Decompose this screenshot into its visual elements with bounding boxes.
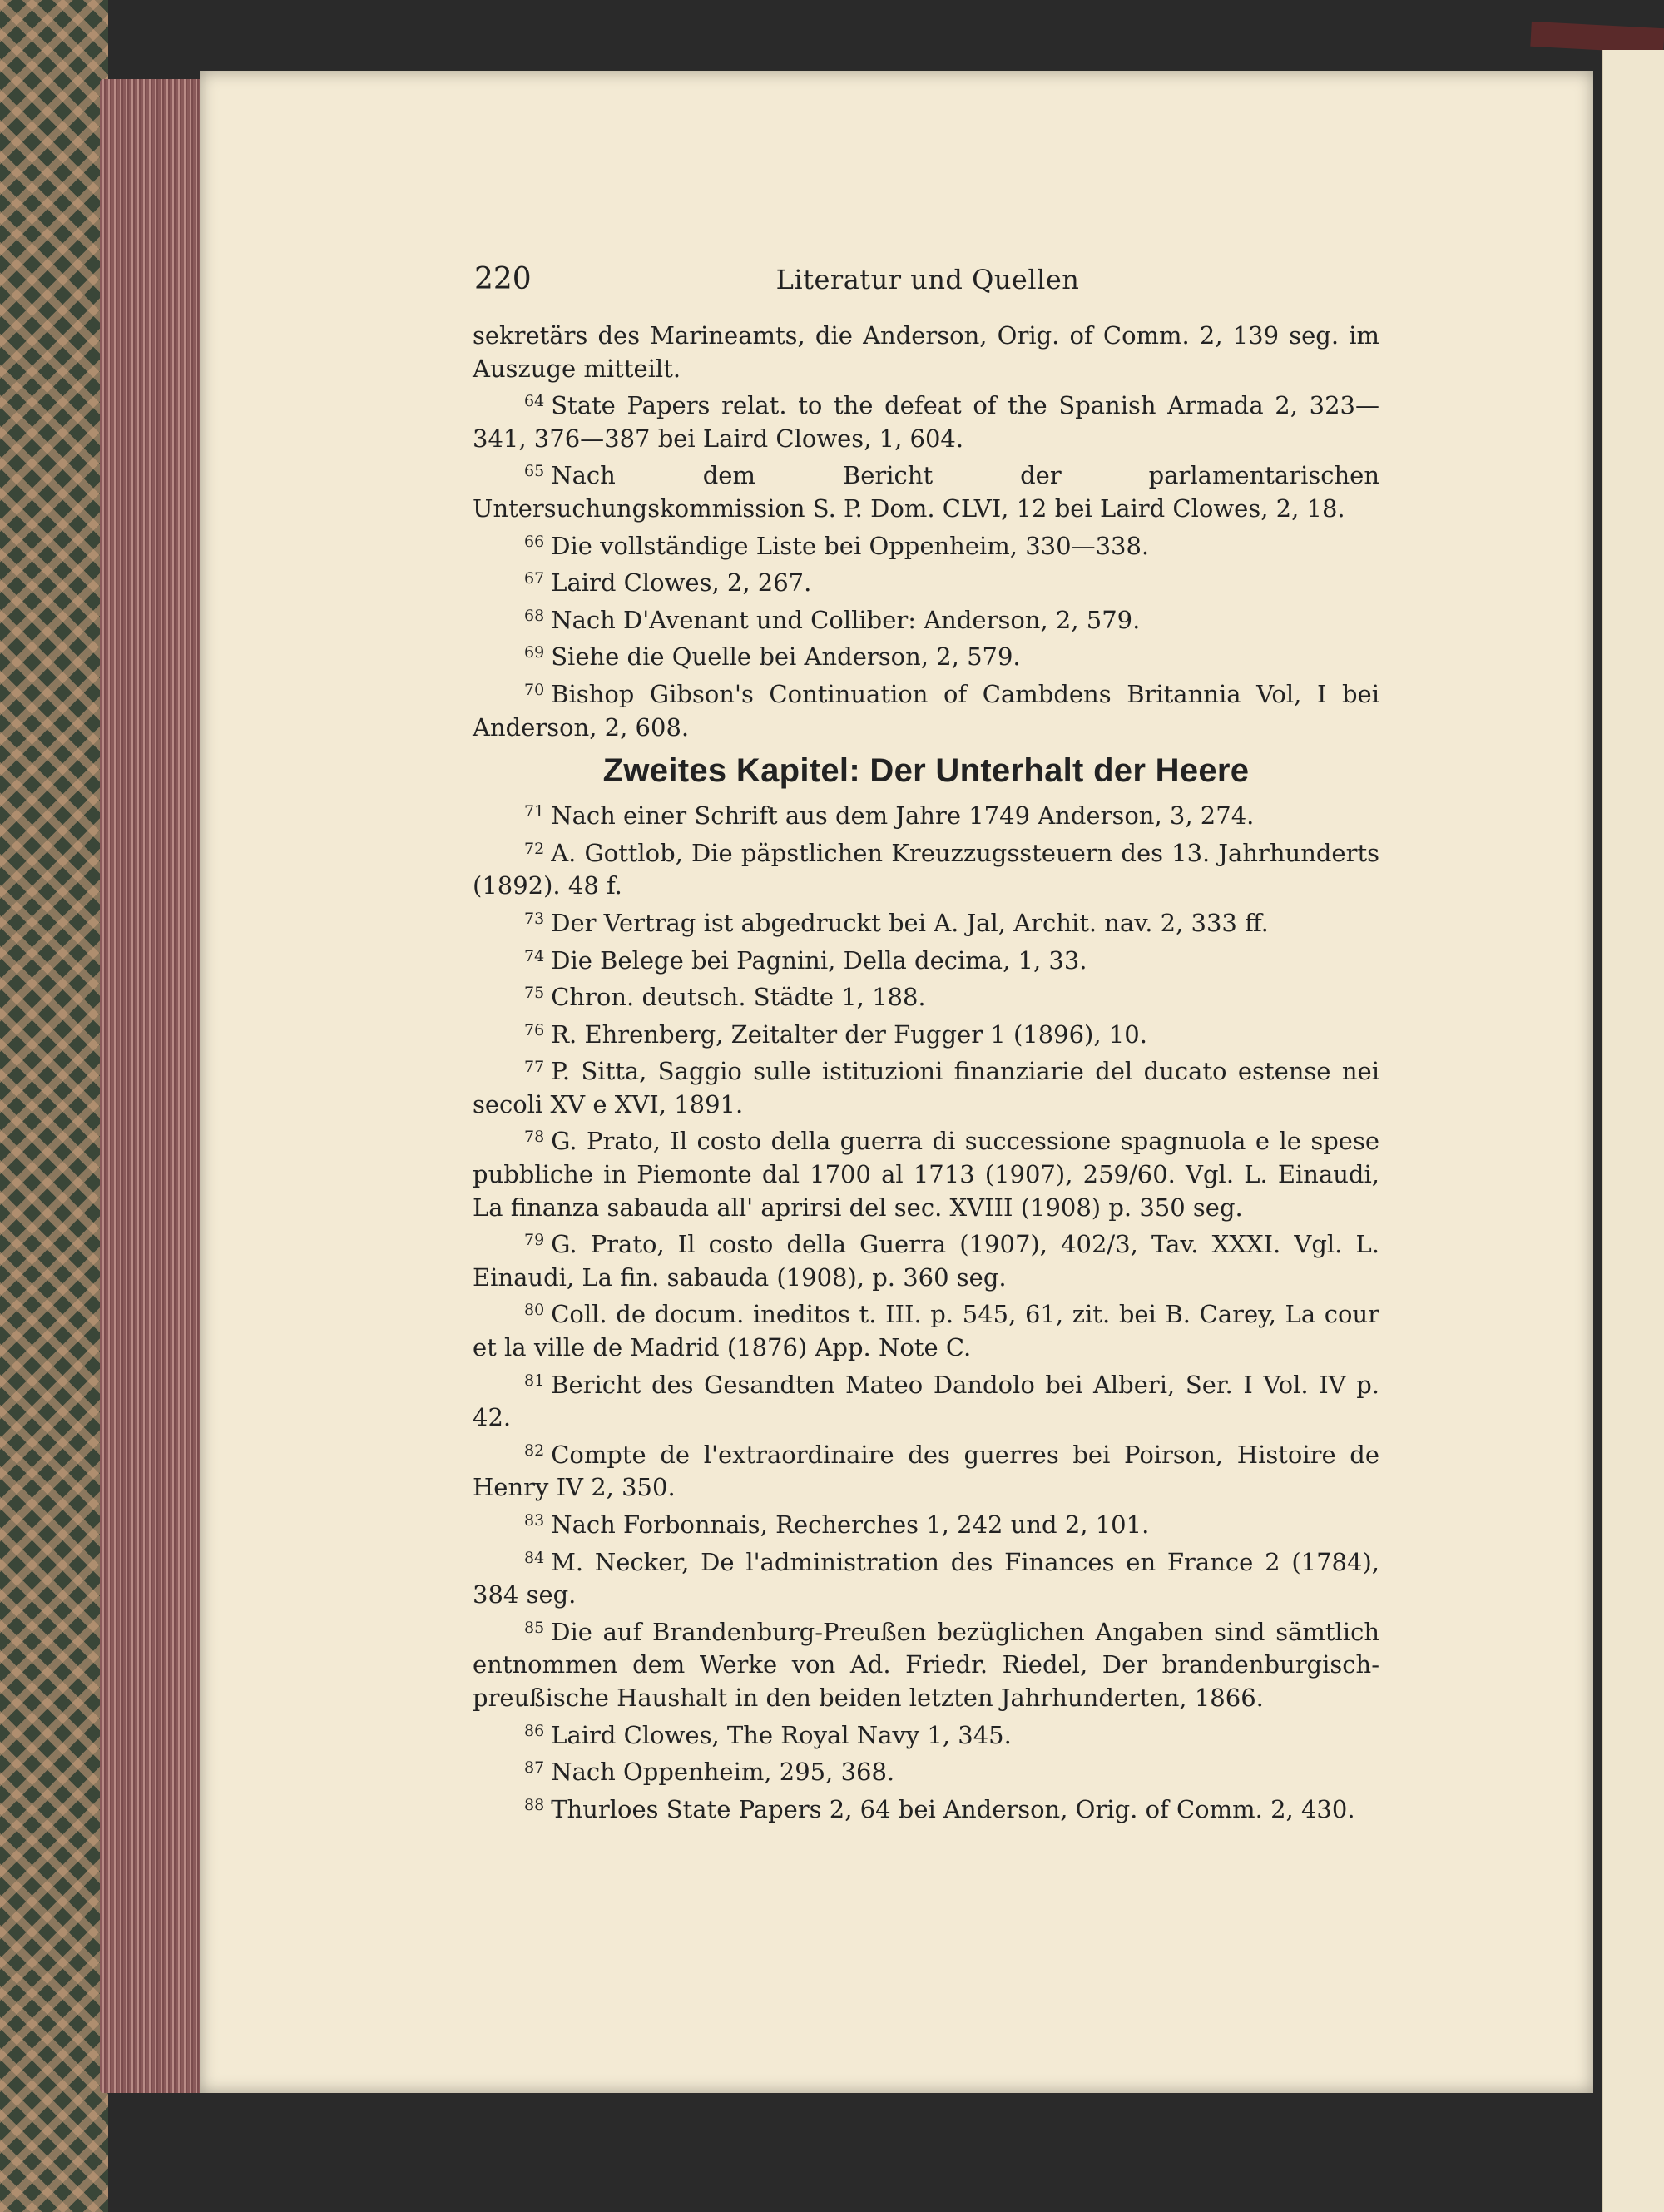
page-number: 220 <box>474 262 532 296</box>
footnote <box>473 1294 1379 1364</box>
footnote-number: 67 <box>524 569 545 588</box>
footnote-text: Nach Forbonnais, Recherches 1, 242 und 2, 101. <box>551 1510 1150 1539</box>
footnote-text: Compte de l'extraordinaire des guerres bei Poirson, Histoire de Henry IV 2, 350. <box>473 1440 1379 1502</box>
footnote-number: 70 <box>524 680 545 699</box>
footnote-number: 86 <box>524 1721 545 1740</box>
footnote-text: Chron. deutsch. Städte 1, 188. <box>551 983 926 1012</box>
footnote-list-before <box>473 385 1379 744</box>
footnote-text: G. Prato, Il costo della guerra di successione spagnuola e le spese pubbliche in Piemonte dal 1700 al 1713 (1907), 259/60. Vgl. L. Einaudi, La finanza sabauda all' aprirsi del sec. XVIII (1908) p. 350 seg. <box>473 1127 1379 1222</box>
footnote <box>473 796 1379 833</box>
footnote <box>473 1715 1379 1753</box>
footnote-number: 65 <box>524 462 545 481</box>
footnote-list-after <box>473 796 1379 1826</box>
footnote-text: P. Sitta, Saggio sulle istituzioni finanziarie del ducato estense nei secoli XV e XVI, 1891. <box>473 1057 1379 1118</box>
footnote-number: 69 <box>524 643 545 662</box>
page-edges <box>100 79 208 2093</box>
footnote-number: 80 <box>524 1301 545 1320</box>
footnote <box>473 1051 1379 1121</box>
footnote-text: State Papers relat. to the defeat of the Spanish Armada 2, 323—341, 376—387 bei Laird Clowes, 1, 604. <box>473 391 1379 453</box>
footnote <box>473 1121 1379 1224</box>
facing-page-edge <box>1602 50 1664 2212</box>
footnote-number: 75 <box>524 984 545 1003</box>
footnote <box>473 1612 1379 1715</box>
footnote <box>473 455 1379 525</box>
footnote <box>473 1752 1379 1789</box>
footnote <box>473 674 1379 744</box>
continued-footnote: sekretärs des Marineamts, die Anderson, Orig. of Comm. 2, 139 seg. im Auszuge mitteilt. <box>473 321 1379 383</box>
running-title: Literatur und Quellen <box>775 264 1080 295</box>
chapter-heading: Zweites Kapitel: Der Unterhalt der Heere <box>602 752 1250 790</box>
footnote-text: Nach dem Bericht der parlamentarischen Untersuchungskommission S. P. Dom. CLVI, 12 bei Laird Clowes, 2, 18. <box>473 461 1379 523</box>
footnote-number: 68 <box>524 606 545 625</box>
footnote-text: Die Belege bei Pagnini, Della decima, 1, 33. <box>551 945 1087 975</box>
footnote-number: 64 <box>524 392 545 411</box>
footnote-number: 79 <box>524 1231 545 1250</box>
footnote <box>473 977 1379 1014</box>
footnote-text: Nach D'Avenant und Colliber: Anderson, 2, 579. <box>551 605 1141 634</box>
footnote-number: 66 <box>524 532 545 551</box>
footnote-text: Siehe die Quelle bei Anderson, 2, 579. <box>551 642 1021 672</box>
footnote-number: 78 <box>524 1128 545 1147</box>
footnote <box>473 526 1379 563</box>
footnote <box>473 637 1379 674</box>
footnote-text: Die vollständige Liste bei Oppenheim, 330—338. <box>551 531 1150 560</box>
footnote-number: 73 <box>524 909 545 928</box>
footnote-text: Der Vertrag ist abgedruckt bei A. Jal, Archit. nav. 2, 333 ff. <box>551 908 1269 937</box>
footnote-text: R. Ehrenberg, Zeitalter der Fugger 1 (1896), 10. <box>551 1019 1147 1049</box>
footnote <box>473 833 1379 903</box>
footnote-text: Thurloes State Papers 2, 64 bei Anderson, Orig. of Comm. 2, 430. <box>551 1794 1355 1823</box>
bookmark-ribbon <box>1530 22 1664 53</box>
footnote-text: Laird Clowes, The Royal Navy 1, 345. <box>551 1720 1012 1749</box>
footnote <box>473 1542 1379 1612</box>
footnote-number: 71 <box>524 802 545 821</box>
footnote-text: Coll. de docum. ineditos t. III. p. 545, 61, zit. bei B. Carey, La cour et la ville de Madrid (1876) App. Note C. <box>473 1300 1379 1362</box>
footnote <box>473 1224 1379 1294</box>
footnote <box>473 903 1379 940</box>
footnote <box>473 1435 1379 1505</box>
footnote <box>473 940 1379 978</box>
footnote-number: 83 <box>524 1511 545 1530</box>
footnote-text: Nach Oppenheim, 295, 368. <box>551 1758 895 1787</box>
footnote-text: Bericht des Gesandten Mateo Dandolo bei Alberi, Ser. I Vol. IV p. 42. <box>473 1370 1379 1432</box>
footnote-text: Bishop Gibson's Continuation of Cambdens Britannia Vol, I bei Anderson, 2, 608. <box>473 679 1379 741</box>
footnote-text: Laird Clowes, 2, 267. <box>551 568 812 598</box>
footnote-number: 81 <box>524 1371 545 1390</box>
footnote <box>473 600 1379 637</box>
footnote <box>473 563 1379 600</box>
footnote-text: M. Necker, De l'administration des Finances en France 2 (1784), 384 seg. <box>473 1547 1379 1609</box>
footnote-number: 85 <box>524 1618 545 1637</box>
footnote <box>473 1365 1379 1435</box>
footnote-number: 77 <box>524 1058 545 1077</box>
footnote-number: 88 <box>524 1795 545 1814</box>
footnote-number: 87 <box>524 1758 545 1778</box>
footnote-number: 84 <box>524 1548 545 1567</box>
book-cover <box>0 0 108 2212</box>
footnote-number: 82 <box>524 1441 545 1460</box>
footnote <box>473 385 1379 455</box>
footnote <box>473 1014 1379 1052</box>
footnote <box>473 1789 1379 1827</box>
page-header <box>474 262 1381 312</box>
footnote-text: Nach einer Schrift aus dem Jahre 1749 Anderson, 3, 274. <box>551 801 1255 831</box>
footnote-number: 72 <box>524 839 545 858</box>
footnote-number: 76 <box>524 1020 545 1039</box>
footnote-text: G. Prato, Il costo della Guerra (1907), 402/3, Tav. XXXI. Vgl. L. Einaudi, La fin. sabauda (1908), p. 360 seg. <box>473 1230 1379 1292</box>
footnote-number: 74 <box>524 946 545 965</box>
footnotes-body <box>473 320 1379 1826</box>
footnote-text: A. Gottlob, Die päpstlichen Kreuzzugssteuern des 13. Jahrhunderts (1892). 48 f. <box>473 838 1379 900</box>
footnote <box>473 1505 1379 1542</box>
footnote-text: Die auf Brandenburg-Preußen bezüglichen Angaben sind sämtlich entnommen dem Werke von Ad. Friedr. Riedel, Der brandenburgisch-preußische Haushalt in den beiden letzten Jahrhunderten, 1866. <box>473 1617 1379 1712</box>
